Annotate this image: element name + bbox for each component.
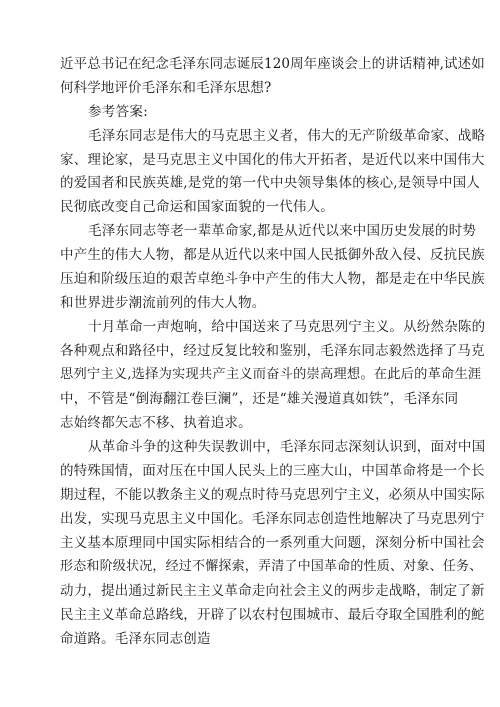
paragraph-line: 形态和阶级状况，经过不懈探索，弄清了中国革命的性质、对象、任务、 <box>60 559 483 574</box>
paragraph-line: 中，不管是“倒海翻江卷巨澜”，还是“雄关漫道真如铁”，毛泽东同 <box>60 391 459 407</box>
paragraph-line: 毛泽东同志等老一辈革命家,都是从近代以来中国历史发展的时势 <box>88 223 477 239</box>
paragraph-line: 民彻底改变自己命运和国家面貌的一代伟人。 <box>60 199 334 215</box>
paragraph-line: 中产生的伟大人物，都是从近代以来中国人民抵御外敌入侵、反抗民族 <box>60 247 485 263</box>
paragraph-line: 动力，提出通过新民主主义革命走向社会主义的两步走战略，制定了新 <box>60 583 485 599</box>
paragraph-line: 期过程，不能以教条主义的观点时待马克思列宁主义，必须从中国实际 <box>60 487 485 503</box>
paragraph-line: 思列宁主义,选择为实现共产主义而奋斗的崇高理想。在此后的革命生涯 <box>60 367 482 382</box>
paragraph-line: 志始终都矢志不移、执着追求。 <box>60 415 252 431</box>
paragraph-line: 和世界进步潮流前列的伟大人物。 <box>60 295 266 311</box>
paragraph-line: 各种观点和路径中，经过反复比较和鉴别，毛泽东同志毅然选择了马克 <box>60 343 485 359</box>
paragraph-line: 压迫和阶级压迫的艰苦卓绝斗争中产生的伟大人物，都是走在中华民族 <box>60 271 485 287</box>
paragraph-line: 从革命斗争的这种失误教训中，毛泽东同志深刻认识到，面对中国 <box>88 439 486 455</box>
paragraph-line: 出发，实现马克思主义中国化。毛泽东同志创造性地解决了马克思列宁 <box>60 511 485 527</box>
question-line: 何科学地评价毛泽东和毛泽东思想? <box>60 80 272 96</box>
paragraph-line: 的特殊国情，面对压在中国人民头上的三座大山，中国革命将是一个长 <box>60 463 485 479</box>
paragraph-line: 主义基本原理同中国实际相结合的一系列重大问题，深刻分析中国社会 <box>60 535 485 551</box>
paragraph-line: 民主主义革命总路线，开辟了以农村包围城市、最后夺取全国胜利的鮀 <box>60 607 485 623</box>
paragraph-line: 毛泽东同志是伟大的马克思主义者，伟大的无产阶级革命家、战略 <box>88 128 486 144</box>
question-line: 近平总书记在纪念毛泽东同志诞辰120周年座谈会上的讲话精神,试述如 <box>60 56 485 72</box>
paragraph-line: 命道路。毛泽东同志创造 <box>60 631 211 647</box>
paragraph-line: 十月革命一声炮响，给中国送来了马克思列宁主义。从纷然杂陈的 <box>88 319 486 335</box>
answer-label: 参考答案: <box>88 104 149 120</box>
paragraph-line: 家、理论家，是马克思主义中国化的伟大开拓者，是近代以来中国伟大 <box>60 152 485 168</box>
paragraph-line: 的爱国者和民族英雄,是党的第一代中央领导集体的核心,是领导中国人 <box>60 175 480 191</box>
